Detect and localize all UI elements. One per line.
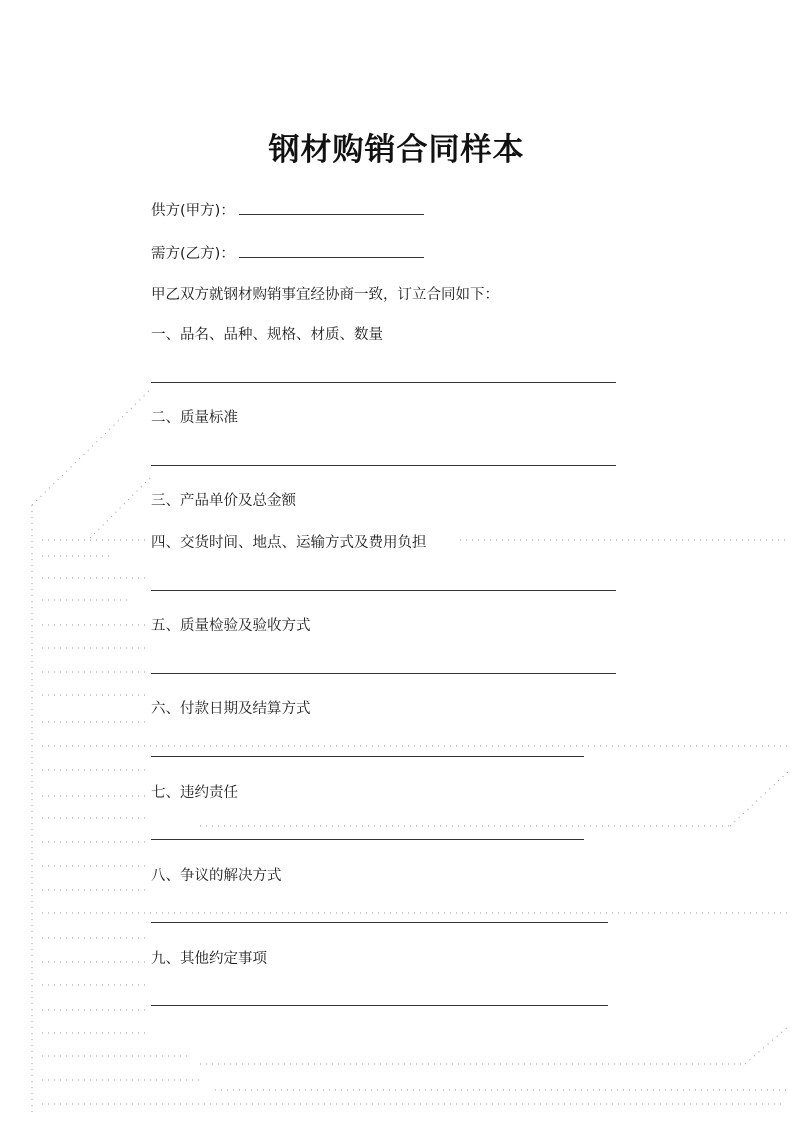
section-heading: 八、争议的解决方式 bbox=[151, 868, 282, 884]
answer-line[interactable] bbox=[151, 673, 616, 674]
answer-line[interactable] bbox=[151, 839, 584, 840]
buyer-label: 需方(乙方)： bbox=[151, 246, 235, 262]
section-heading: 六、付款日期及结算方式 bbox=[151, 701, 311, 717]
buyer-name-blank[interactable] bbox=[239, 243, 424, 258]
buyer-line bbox=[151, 243, 424, 264]
answer-line[interactable] bbox=[151, 382, 616, 383]
section-heading: 三、产品单价及总金额 bbox=[151, 493, 296, 509]
answer-line[interactable] bbox=[151, 590, 616, 591]
section-heading: 九、其他约定事项 bbox=[151, 951, 267, 967]
answer-line[interactable] bbox=[151, 922, 608, 923]
supplier-name-blank[interactable] bbox=[239, 200, 424, 215]
answer-line[interactable] bbox=[151, 756, 584, 757]
supplier-line bbox=[151, 200, 424, 221]
document-title: 钢材购销合同样本 bbox=[268, 132, 525, 168]
answer-line[interactable] bbox=[151, 465, 616, 466]
intro-text: 甲乙双方就钢材购销事宜经协商一致，订立合同如下： bbox=[151, 287, 499, 303]
section-heading: 五、质量检验及验收方式 bbox=[151, 618, 311, 634]
section-heading: 一、品名、品种、规格、材质、数量 bbox=[151, 327, 383, 343]
section-heading: 七、违约责任 bbox=[151, 785, 238, 801]
supplier-label: 供方(甲方)： bbox=[151, 203, 235, 219]
answer-line[interactable] bbox=[151, 1005, 608, 1006]
section-heading: 二、质量标准 bbox=[151, 410, 238, 426]
section-heading: 四、交货时间、地点、运输方式及费用负担 bbox=[151, 535, 427, 551]
